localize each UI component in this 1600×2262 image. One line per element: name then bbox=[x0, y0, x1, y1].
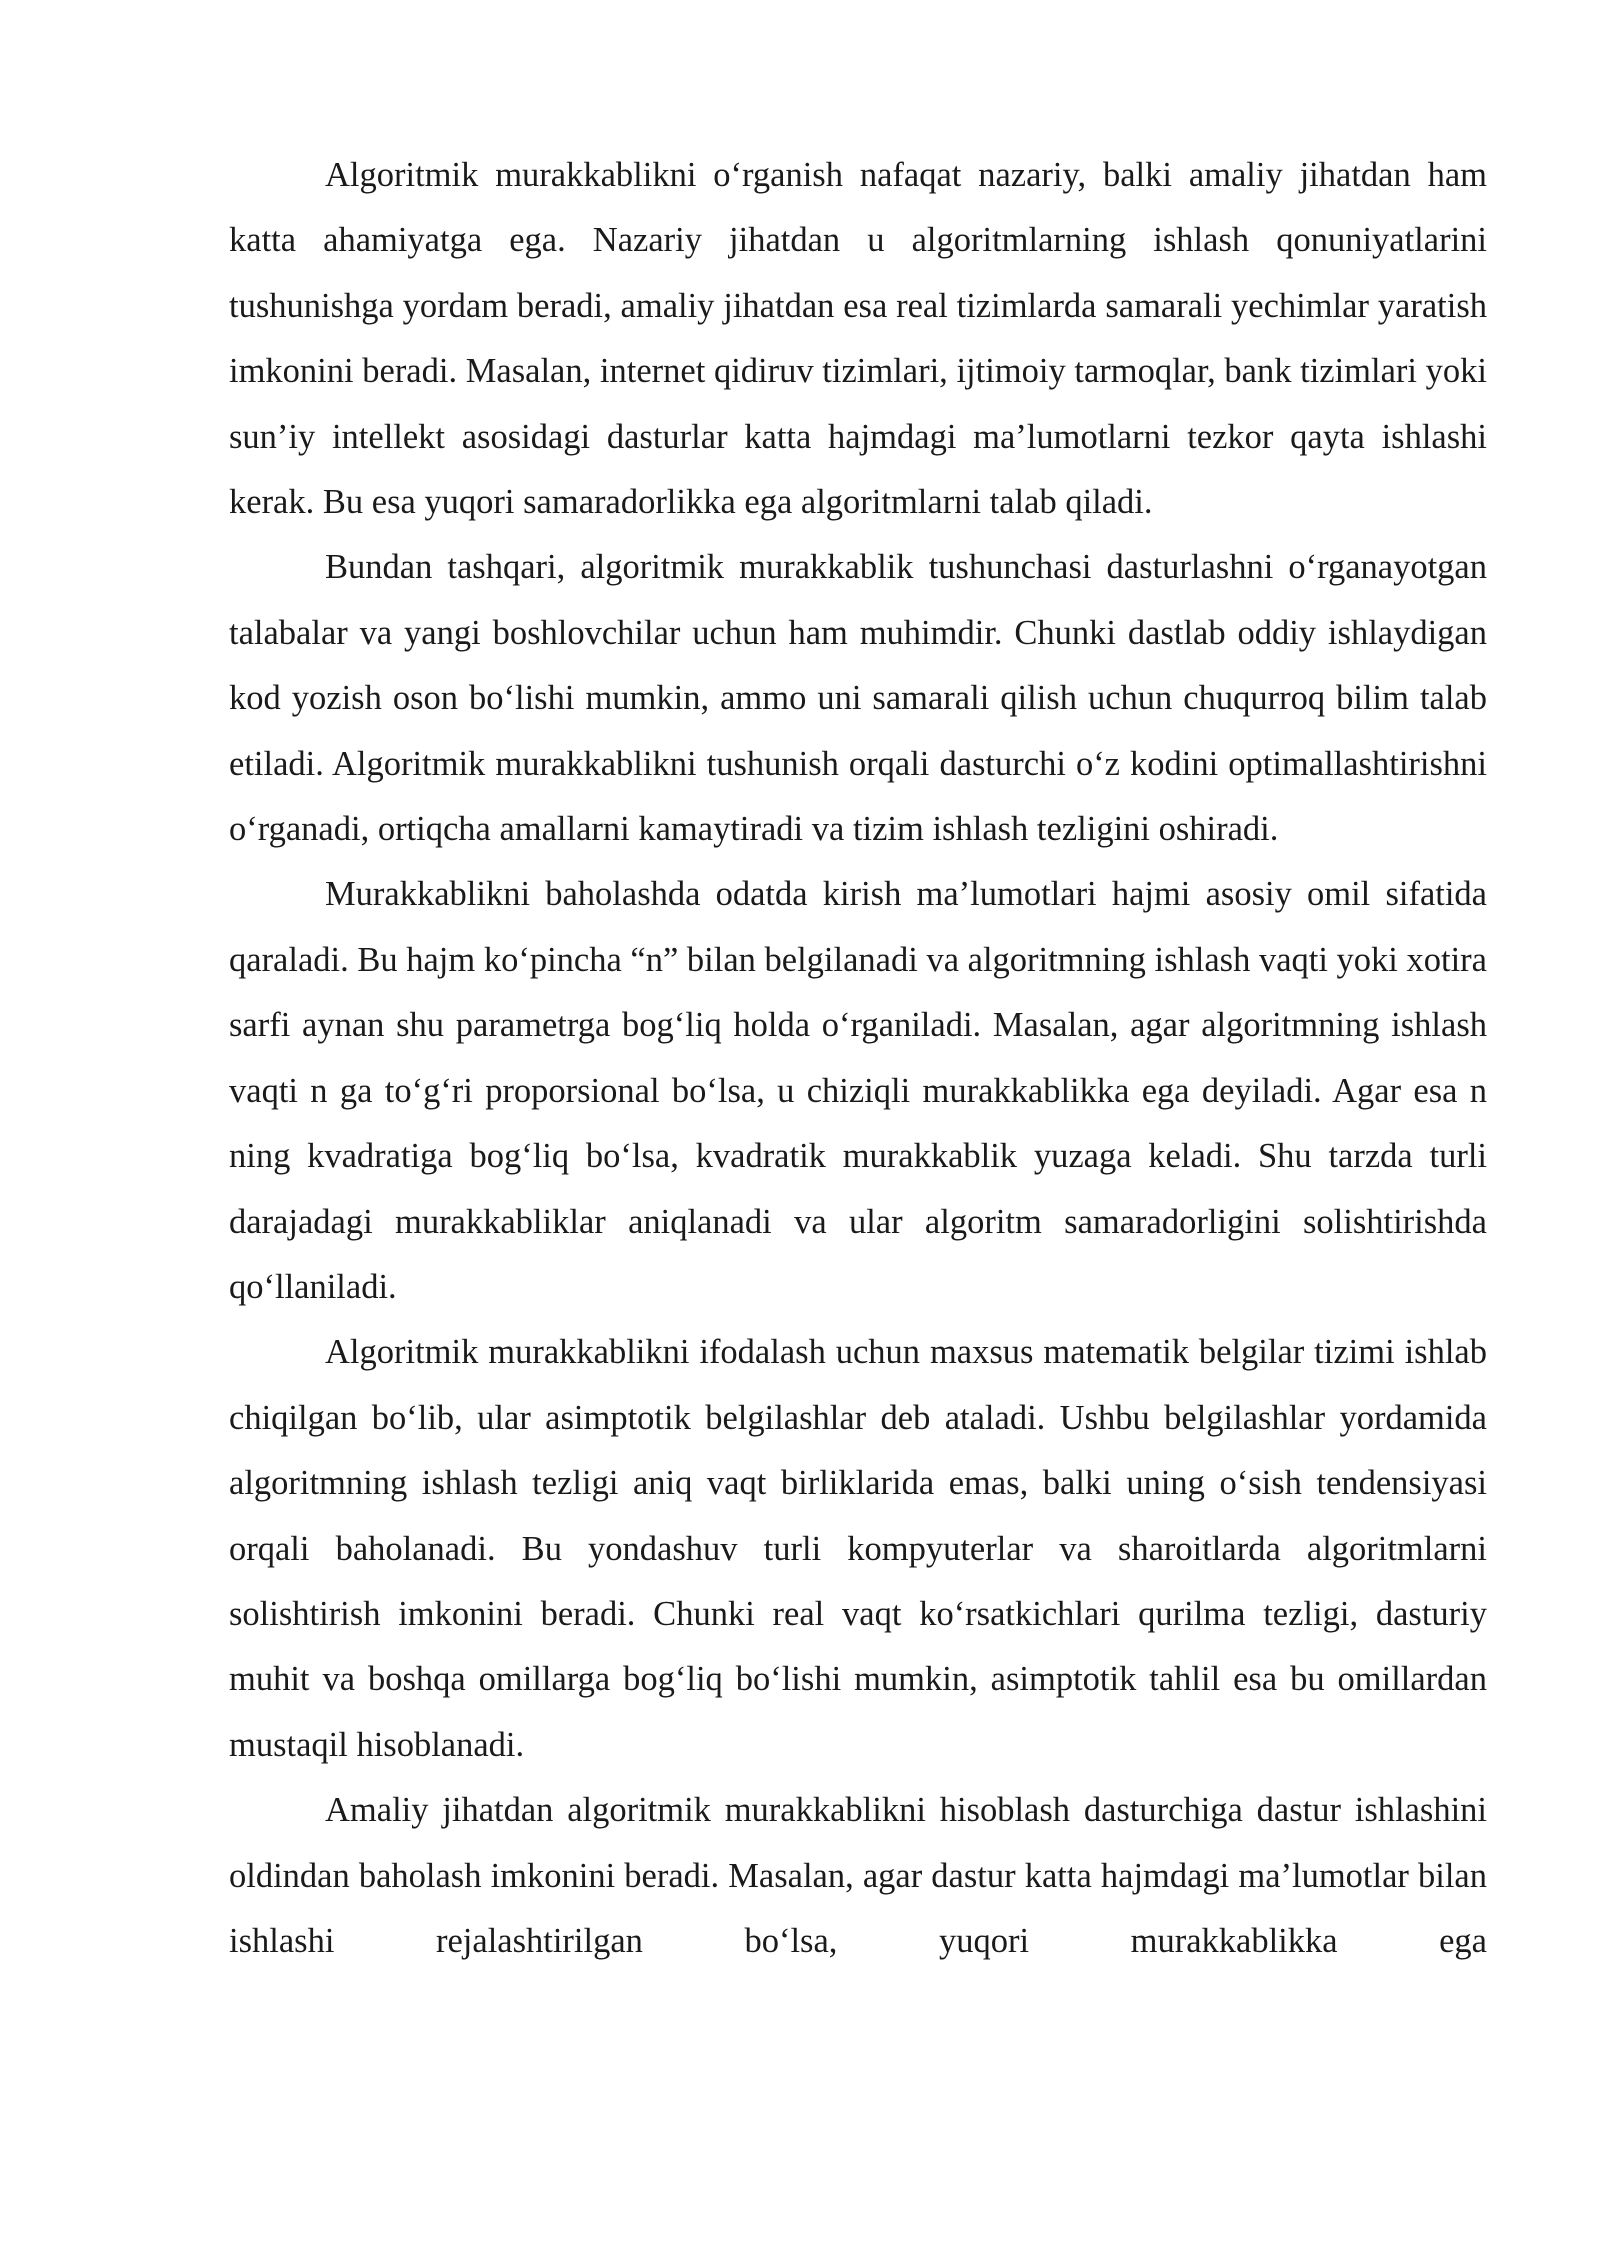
paragraph-1: Algoritmik murakkablikni o‘rganish nafaqat nazariy, balki amaliy jihatdan ham katta ahamiyatga ega. Nazariy jihatdan u algoritmlarning ishlash qonuniyatlarini tushunishga yordam beradi, amaliy jihatdan esa real tizimlarda samarali yechimlar yaratish imkonini beradi. Masalan, internet qidiruv tizimlari, ijtimoiy tarmoqlar, bank tizimlari yoki sun’iy intellekt asosidagi dasturlar katta hajmdagi ma’lumotlarni tezkor qayta ishlashi kerak. Bu esa yuqori samaradorlikka ega algoritmlarni talab qiladi. bbox=[229, 156, 1487, 522]
paragraph-2: Bundan tashqari, algoritmik murakkablik tushunchasi dasturlashni o‘rganayotgan talabalar va yangi boshlovchilar uchun ham muhimdir. Chunki dastlab oddiy ishlaydigan kod yozish oson bo‘lishi mumkin, ammo uni samarali qilish uchun chuqurroq bilim talab etiladi. Algoritmik murakkablikni tushunish orqali dasturchi o‘z kodini optimallashtirishni o‘rganadi, ortiqcha amallarni kamaytiradi va tizim ishlash tezligini oshiradi. bbox=[229, 548, 1487, 849]
paragraph-5: Amaliy jihatdan algoritmik murakkablikni hisoblash dasturchiga dastur ishlashini oldindan baholash imkonini beradi. Masalan, agar dastur katta hajmdagi ma’lumotlar bilan ishlashi rejalashtirilgan bo‘lsa, yuqori murakkablikka ega bbox=[229, 1791, 1487, 1960]
paragraph-4: Algoritmik murakkablikni ifodalash uchun maxsus matematik belgilar tizimi ishlab chiqilgan bo‘lib, ular asimptotik belgilashlar deb ataladi. Ushbu belgilashlar yordamida algoritmning ishlash tezligi aniq vaqt birliklarida emas, balki uning o‘sish tendensiyasi orqali baholanadi. Bu yondashuv turli kompyuterlar va sharoitlarda algoritmlarni solishtirish imkonini beradi. Chunki real vaqt ko‘rsatkichlari qurilma tezligi, dasturiy muhit va boshqa omillarga bog‘liq bo‘lishi mumkin, asimptotik tahlil esa bu omillardan mustaqil hisoblanadi. bbox=[229, 1333, 1487, 1764]
paragraph-3: Murakkablikni baholashda odatda kirish ma’lumotlari hajmi asosiy omil sifatida qaraladi. Bu hajm ko‘pincha “n” bilan belgilanadi va algoritmning ishlash vaqti yoki xotira sarfi aynan shu parametrga bog‘liq holda o‘rganiladi. Masalan, agar algoritmning ishlash vaqti n ga to‘g‘ri proporsional bo‘lsa, u chiziqli murakkablikka ega deyiladi. Agar esa n ning kvadratiga bog‘liq bo‘lsa, kvadratik murakkablik yuzaga keladi. Shu tarzda turli darajadagi murakkabliklar aniqlanadi va ular algoritm samaradorligini solishtirishda qo‘llaniladi. bbox=[229, 875, 1487, 1306]
document-body bbox=[229, 143, 1487, 1974]
